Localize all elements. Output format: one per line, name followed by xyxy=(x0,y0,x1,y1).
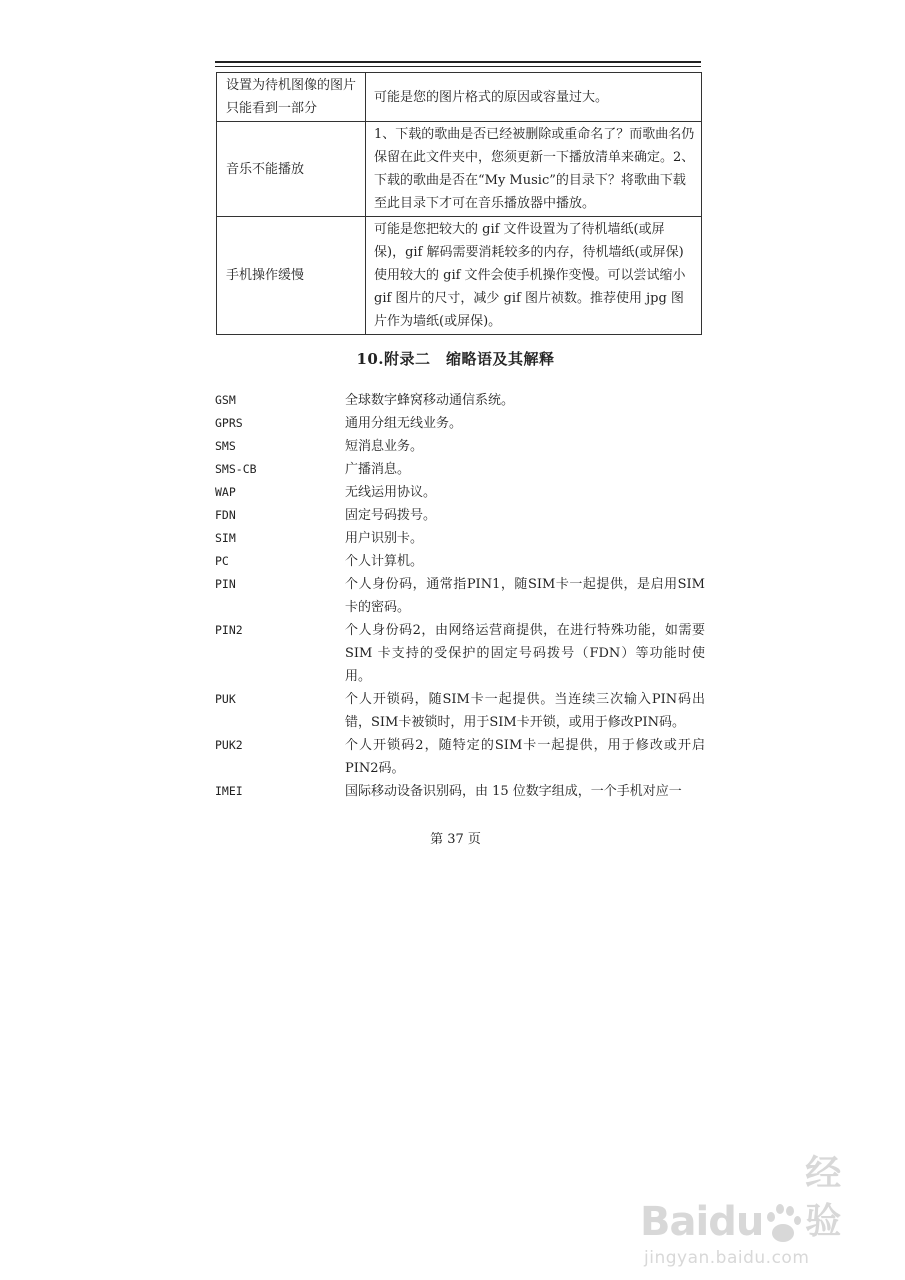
header-rule-thick xyxy=(215,61,701,63)
glossary-entry xyxy=(215,435,705,458)
glossary-entry xyxy=(215,504,705,527)
table-row xyxy=(217,73,702,122)
glossary-entry xyxy=(215,734,705,780)
glossary-definition: 个人开锁码2，随特定的SIM卡一起提供，用于修改或开启PIN2码。 xyxy=(345,738,705,776)
glossary-term: GSM xyxy=(215,393,236,407)
glossary-entry xyxy=(215,412,705,435)
glossary-term: FDN xyxy=(215,508,236,522)
glossary-definition: 广播消息。 xyxy=(345,462,411,477)
glossary-entry xyxy=(215,389,705,412)
glossary-definition: 个人计算机。 xyxy=(345,554,424,569)
glossary-term: SIM xyxy=(215,531,236,545)
glossary-definition: 个人身份码，通常指PIN1，随SIM卡一起提供，是启用SIM卡的密码。 xyxy=(345,577,705,615)
glossary-term: PC xyxy=(215,554,229,568)
paw-icon xyxy=(763,1198,799,1246)
watermark-brand-cn: 经验 xyxy=(805,1153,842,1242)
glossary-term: WAP xyxy=(215,485,236,499)
glossary-entry xyxy=(215,780,705,803)
baidu-jingyan-watermark xyxy=(640,1150,870,1268)
glossary-entry xyxy=(215,527,705,550)
glossary-definition: 短消息业务。 xyxy=(345,439,424,454)
glossary-list xyxy=(215,389,705,803)
glossary-term: PUK xyxy=(215,692,236,706)
glossary-term: PUK2 xyxy=(215,738,243,752)
solution-cell: 可能是您的图片格式的原因或容量过大。 xyxy=(366,73,702,122)
troubleshooting-table xyxy=(216,72,702,335)
glossary-definition: 固定号码拨号。 xyxy=(345,508,437,523)
glossary-definition: 通用分组无线业务。 xyxy=(345,416,463,431)
problem-cell: 音乐不能播放 xyxy=(217,122,366,217)
glossary-term: PIN2 xyxy=(215,623,243,637)
glossary-definition: 全球数字蜂窝移动通信系统。 xyxy=(345,393,515,408)
glossary-term: PIN xyxy=(215,577,236,591)
glossary-entry xyxy=(215,688,705,734)
glossary-definition: 个人开锁码，随SIM卡一起提供。当连续三次输入PIN码出错，SIM卡被锁时，用于SIM卡开锁，或用于修改PIN码。 xyxy=(345,692,705,730)
glossary-term: GPRS xyxy=(215,416,243,430)
glossary-definition: 个人身份码2，由网络运营商提供，在进行特殊功能，如需要 SIM 卡支持的受保护的固定号码拨号（FDN）等功能时使用。 xyxy=(345,623,705,684)
glossary-definition: 国际移动设备识别码，由 15 位数字组成，一个手机对应一 xyxy=(345,784,682,799)
problem-cell: 手机操作缓慢 xyxy=(217,217,366,335)
glossary-definition: 用户识别卡。 xyxy=(345,531,424,546)
glossary-definition: 无线运用协议。 xyxy=(345,485,437,500)
glossary-entry xyxy=(215,481,705,504)
table-row xyxy=(217,217,702,335)
section-title: 10.附录二 缩略语及其解释 xyxy=(356,350,555,368)
glossary-entry xyxy=(215,550,705,573)
solution-cell: 可能是您把较大的 gif 文件设置为了待机墙纸(或屏保)，gif 解码需要消耗较多的内存，待机墙纸(或屏保)使用较大的 gif 文件会使手机操作变慢。可以尝试缩小 gif 图片的尺寸，减少 gif 图片祯数。推荐使用 jpg 图片作为墙纸(或屏保)。 xyxy=(366,217,702,335)
header-rule-thin xyxy=(215,66,701,67)
watermark-url: jingyan.baidu.com xyxy=(644,1248,810,1268)
glossary-term: IMEI xyxy=(215,784,243,798)
problem-cell: 设置为待机图像的图片只能看到一部分 xyxy=(217,73,366,122)
glossary-entry xyxy=(215,573,705,619)
glossary-term: SMS xyxy=(215,439,236,453)
solution-cell: 1、下载的歌曲是否已经被删除或重命名了？而歌曲名仍保留在此文件夹中，您须更新一下播放清单来确定。2、下载的歌曲是否在“My Music”的目录下？将歌曲下载至此目录下才可在音乐播放器中播放。 xyxy=(366,122,702,217)
glossary-entry xyxy=(215,458,705,481)
glossary-term: SMS-CB xyxy=(215,462,257,476)
watermark-logo xyxy=(640,1150,870,1246)
page-number: 第 37 页 xyxy=(430,832,481,847)
table-row xyxy=(217,122,702,217)
glossary-entry xyxy=(215,619,705,688)
watermark-brand: Baidu xyxy=(640,1199,764,1245)
